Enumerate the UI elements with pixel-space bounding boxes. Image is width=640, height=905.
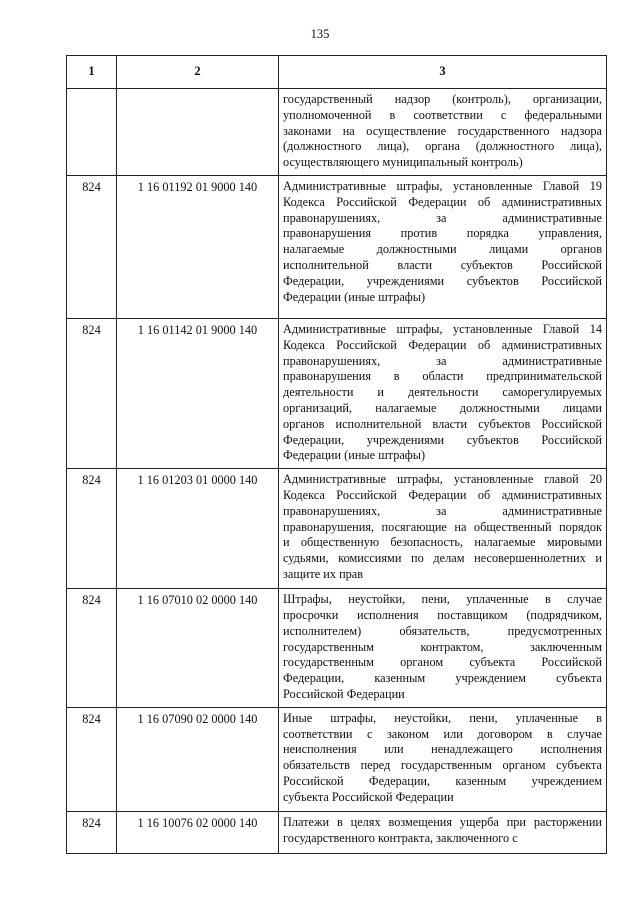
table-row bbox=[67, 89, 607, 176]
description-line: (должностного лица), органа (должностного лица), bbox=[283, 139, 602, 154]
table-row bbox=[67, 811, 607, 853]
description-line: налагаемые должностными лицами органов bbox=[283, 242, 602, 257]
description-line: Административные штрафы, установленные Главой 19 bbox=[283, 178, 602, 193]
description-line: просрочки исполнения поставщиком (подрядчиком, bbox=[283, 607, 602, 622]
budget-code-cell bbox=[117, 89, 279, 176]
description-line: Штрафы, неустойки, пени, уплаченные в случае bbox=[283, 592, 602, 607]
description-line: обязательств перед государственным органом субъекта bbox=[283, 758, 602, 773]
description-line: осуществляющего муниципальный контроль) bbox=[283, 155, 523, 170]
budget-code-cell: 1 16 01192 01 9000 140 bbox=[117, 175, 279, 318]
description-cell bbox=[279, 707, 607, 811]
description-line: Российской Федерации, казенным учреждением bbox=[283, 773, 602, 788]
column-header-3: 3 bbox=[279, 56, 607, 89]
description-line: деятельности и деятельности саморегулируемых bbox=[283, 385, 602, 400]
budget-code-cell: 1 16 01142 01 9000 140 bbox=[117, 318, 279, 468]
description-line: государственным органом субъекта Российской bbox=[283, 655, 602, 670]
column-header-1: 1 bbox=[67, 56, 117, 89]
budget-code-cell: 1 16 07090 02 0000 140 bbox=[117, 707, 279, 811]
description-line: правонарушениях, за административные bbox=[283, 353, 602, 368]
description-line: Кодекса Российской Федерации об административных bbox=[283, 337, 602, 352]
description-line: Федерации, учреждениями субъектов Российской bbox=[283, 273, 602, 288]
description-cell bbox=[279, 318, 607, 468]
admin-code-cell: 824 bbox=[67, 175, 117, 318]
column-header-2: 2 bbox=[117, 56, 279, 89]
description-line: законами на осуществление государственного надзора bbox=[283, 123, 602, 138]
table-row bbox=[67, 589, 607, 708]
table-row bbox=[67, 175, 607, 318]
description-line: Иные штрафы, неустойки, пени, уплаченные в bbox=[283, 710, 602, 725]
description-cell bbox=[279, 589, 607, 708]
table-row bbox=[67, 318, 607, 468]
description-line: Платежи в целях возмещения ущерба при расторжении bbox=[283, 814, 602, 829]
description-line: Кодекса Российской Федерации об административных bbox=[283, 487, 602, 502]
description-cell bbox=[279, 175, 607, 318]
admin-code-cell: 824 bbox=[67, 707, 117, 811]
table-row bbox=[67, 707, 607, 811]
description-line: соответствии с законом или договором в случае bbox=[283, 726, 602, 741]
budget-code-cell: 1 16 10076 02 0000 140 bbox=[117, 811, 279, 853]
budget-code-cell: 1 16 01203 01 0000 140 bbox=[117, 469, 279, 589]
admin-code-cell: 824 bbox=[67, 589, 117, 708]
description-line: правонарушения против порядка управления, bbox=[283, 226, 602, 241]
description-line: Административные штрафы, установленные главой 20 bbox=[283, 472, 602, 487]
description-cell bbox=[279, 89, 607, 176]
description-line: Федерации (иные штрафы) bbox=[283, 448, 426, 463]
description-line: правонарушениях, за административные bbox=[283, 503, 602, 518]
description-line: правонарушения в области предпринимательской bbox=[283, 369, 602, 384]
description-line: органов исполнительной власти субъектов Российской bbox=[283, 416, 602, 431]
admin-code-cell: 824 bbox=[67, 318, 117, 468]
description-line: уполномоченной в соответствии с федеральными bbox=[283, 107, 602, 122]
description-cell bbox=[279, 811, 607, 853]
description-line: Административные штрафы, установленные Главой 14 bbox=[283, 321, 602, 336]
description-line: государственного контракта, заключенного с bbox=[283, 830, 518, 845]
description-line: судьями, комиссиями по делам несовершеннолетних и bbox=[283, 551, 602, 566]
admin-code-cell bbox=[67, 89, 117, 176]
description-cell bbox=[279, 469, 607, 589]
admin-code-cell: 824 bbox=[67, 811, 117, 853]
page-number: 135 bbox=[310, 27, 330, 41]
description-line: и общественную безопасность, налагаемые мировыми bbox=[283, 535, 602, 550]
admin-code-cell: 824 bbox=[67, 469, 117, 589]
description-line: государственным контрактом, заключенным bbox=[283, 639, 602, 654]
description-line: защите их прав bbox=[283, 566, 364, 581]
table-header-row bbox=[67, 56, 607, 89]
table-row bbox=[67, 469, 607, 589]
description-line: Федерации (иные штрафы) bbox=[283, 289, 426, 304]
description-line: государственный надзор (контроль), организации, bbox=[283, 92, 602, 106]
description-line: правонарушениях, за административные bbox=[283, 210, 602, 225]
description-line: Федерации, учреждениями субъектов Российской bbox=[283, 432, 602, 447]
budget-codes-table bbox=[66, 55, 607, 854]
description-line: неисполнения или ненадлежащего исполнения bbox=[283, 742, 602, 757]
description-line: организаций, налагаемые должностными лицами bbox=[283, 400, 602, 415]
description-line: правонарушения, посягающие на общественный порядок bbox=[283, 519, 602, 534]
description-line: Федерации, казенным учреждением субъекта bbox=[283, 671, 602, 686]
description-line: исполнительной власти субъектов Российской bbox=[283, 257, 602, 272]
description-line: субъекта Российской Федерации bbox=[283, 789, 454, 804]
budget-code-cell: 1 16 07010 02 0000 140 bbox=[117, 589, 279, 708]
description-line: Российской Федерации bbox=[283, 686, 405, 701]
description-line: исполнителем) обязательств, предусмотренных bbox=[283, 623, 602, 638]
description-line: Кодекса Российской Федерации об административных bbox=[283, 194, 602, 209]
